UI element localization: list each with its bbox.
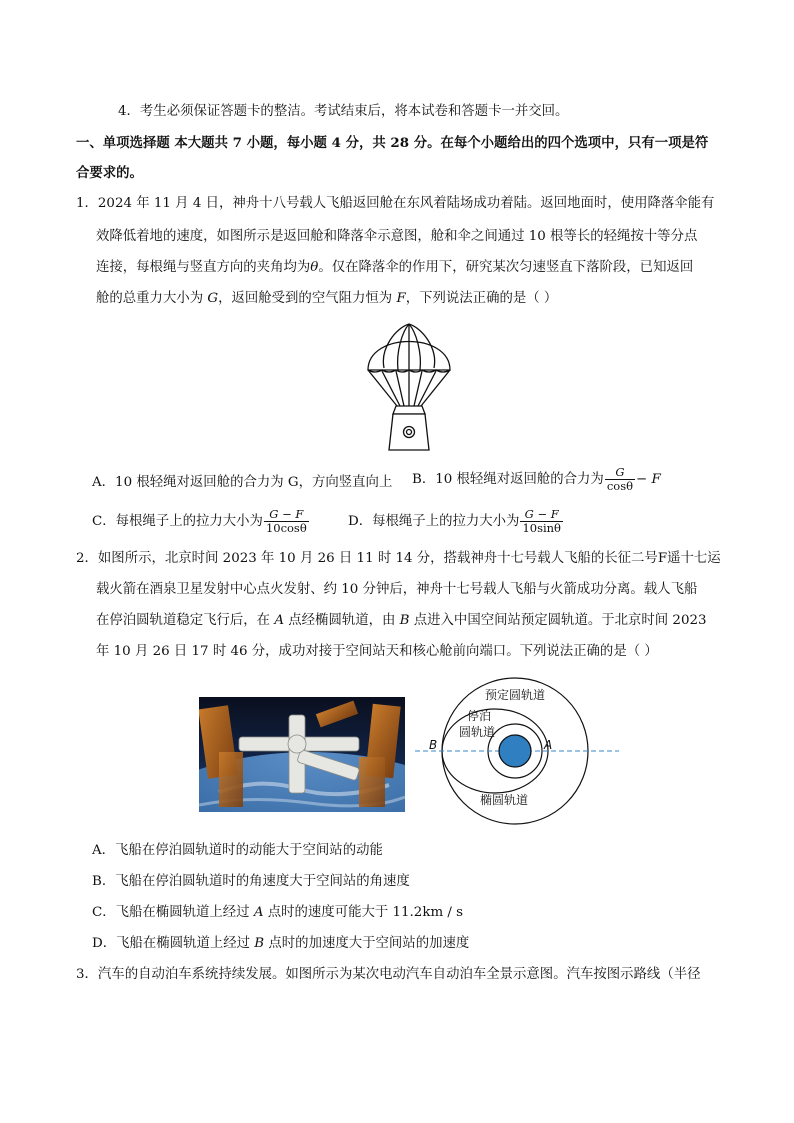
q1-option-c-prefix: C．每根绳子上的拉力大小为 <box>92 514 263 529</box>
q1-option-d-numerator: G − F <box>524 507 559 521</box>
gravity-symbol: G <box>207 291 219 306</box>
q2-option-c-text-a: C．飞船在椭圆轨道上经过 <box>92 905 254 920</box>
theta-symbol: θ <box>310 260 319 275</box>
resistance-symbol: F <box>396 291 406 306</box>
label-predetermined-orbit: 预定圆轨道 <box>485 688 546 702</box>
q1-option-b-numerator: G <box>615 465 625 479</box>
label-elliptical-orbit: 椭圆轨道 <box>480 793 529 807</box>
q2-stem-line3 <box>96 612 707 630</box>
point-b-symbol: B <box>399 613 410 628</box>
q2-option-d <box>92 935 469 953</box>
q1-option-d <box>348 507 564 537</box>
q1-option-a: A．10 根轻绳对返回舱的合力为 G，方向竖直向上 <box>92 475 393 490</box>
q1-option-b-denominator: cosθ <box>606 479 634 493</box>
q1-stem-line4-text-b: ，返回舱受到的空气阻力恒为 <box>218 291 397 306</box>
q2-stem-line3-text-b: 点经椭圆轨道，由 <box>284 613 400 628</box>
q1-option-b-fraction <box>605 466 635 493</box>
q1-option-b-prefix: B．10 根轻绳对返回舱的合力为 <box>412 472 604 487</box>
label-parking-orbit-2: 圆轨道 <box>459 725 496 739</box>
section-heading-line1: 一、单项选择题 本大题共 7 小题，每小题 4 分，共 28 分。在每个小题给出的四个选项中，只有一项是符 <box>76 135 709 151</box>
q1-option-c <box>92 507 310 537</box>
q2-option-c-point: A <box>253 905 264 920</box>
q1-stem-line3-text-b: 。仅在降落伞的作用下，研究某次匀速竖直下落阶段，已知返回 <box>318 260 694 275</box>
q1-option-b <box>412 465 661 495</box>
q2-stem-line3-text-a: 在停泊圆轨道稳定飞行后，在 <box>96 613 275 628</box>
q1-option-c-numerator: G − F <box>269 507 304 521</box>
q1-option-b-suffix: − F <box>636 472 661 487</box>
q1-stem-line4 <box>96 290 557 308</box>
q1-stem-line2: 效降低着地的速度，如图所示是返回舱和降落伞示意图，舱和伞之间通过 10 根等长的轻绳按十等分点 <box>96 229 698 244</box>
orbit-diagram <box>415 676 619 826</box>
q2-option-a: A．飞船在停泊圆轨道时的动能大于空间站的动能 <box>92 843 383 858</box>
parachute-figure <box>362 318 456 454</box>
q2-stem-line1: 2．如图所示，北京时间 2023 年 10 月 26 日 11 时 14 分，搭载神舟十七号载人飞船的长征二号F遥十七运 <box>76 551 721 566</box>
q2-option-c-text-b: 点时的速度可能大于 11.2km / s <box>263 905 464 920</box>
earth-icon <box>499 735 531 767</box>
q2-option-d-point: B <box>254 936 265 951</box>
q2-option-c <box>92 904 463 922</box>
instruction-item-4: 4．考生必须保证答题卡的整洁。考试结束后，将本试卷和答题卡一并交回。 <box>118 104 569 119</box>
q1-stem-line3-text-a: 连接，每根绳与竖直方向的夹角均为 <box>96 260 311 275</box>
q2-option-d-text-a: D．飞船在椭圆轨道上经过 <box>92 936 255 951</box>
q2-stem-line2: 载火箭在酒泉卫星发射中心点火发射、约 10 分钟后，神舟十七号载人飞船与火箭成功分离。载人飞船 <box>96 582 698 597</box>
q2-option-b: B．飞船在停泊圆轨道时的角速度大于空间站的角速度 <box>92 874 410 889</box>
section-heading-line2: 合要求的。 <box>76 165 143 181</box>
q3-stem-line1: 3．汽车的自动泊车系统持续发展。如图所示为某次电动汽车自动泊车全景示意图。汽车按图示路线（半径 <box>76 967 701 982</box>
label-point-a: A <box>544 738 553 752</box>
label-point-b: B <box>429 738 438 752</box>
q1-option-c-denominator: 10cosθ <box>265 521 307 535</box>
q1-stem-line4-text-c: ，下列说法正确的是（ ） <box>405 291 558 306</box>
space-station-photo <box>199 697 405 812</box>
q2-option-d-text-b: 点时的加速度大于空间站的加速度 <box>264 936 470 951</box>
q1-option-c-fraction <box>264 508 309 535</box>
q1-stem-line1: 1．2024 年 11 月 4 日，神舟十八号载人飞船返回舱在东风着陆场成功着陆。返回地面时，使用降落伞能有 <box>76 196 715 211</box>
q2-stem-line3-text-c: 点进入中国空间站预定圆轨道。于北京时间 2023 <box>409 613 707 628</box>
q1-stem-line3 <box>96 259 693 277</box>
point-a-symbol: A <box>274 613 285 628</box>
q2-stem-line4: 年 10 月 26 日 17 时 46 分，成功对接于空间站天和核心舱前向端口。下列说法正确的是（ ） <box>96 644 658 659</box>
q1-option-d-prefix: D．每根绳子上的拉力大小为 <box>348 514 520 529</box>
q1-option-d-denominator: 10sinθ <box>522 521 561 535</box>
q1-stem-line4-text-a: 舱的总重力大小为 <box>96 291 208 306</box>
q1-option-d-fraction <box>520 508 563 535</box>
label-parking-orbit-1: 停泊 <box>467 709 492 723</box>
